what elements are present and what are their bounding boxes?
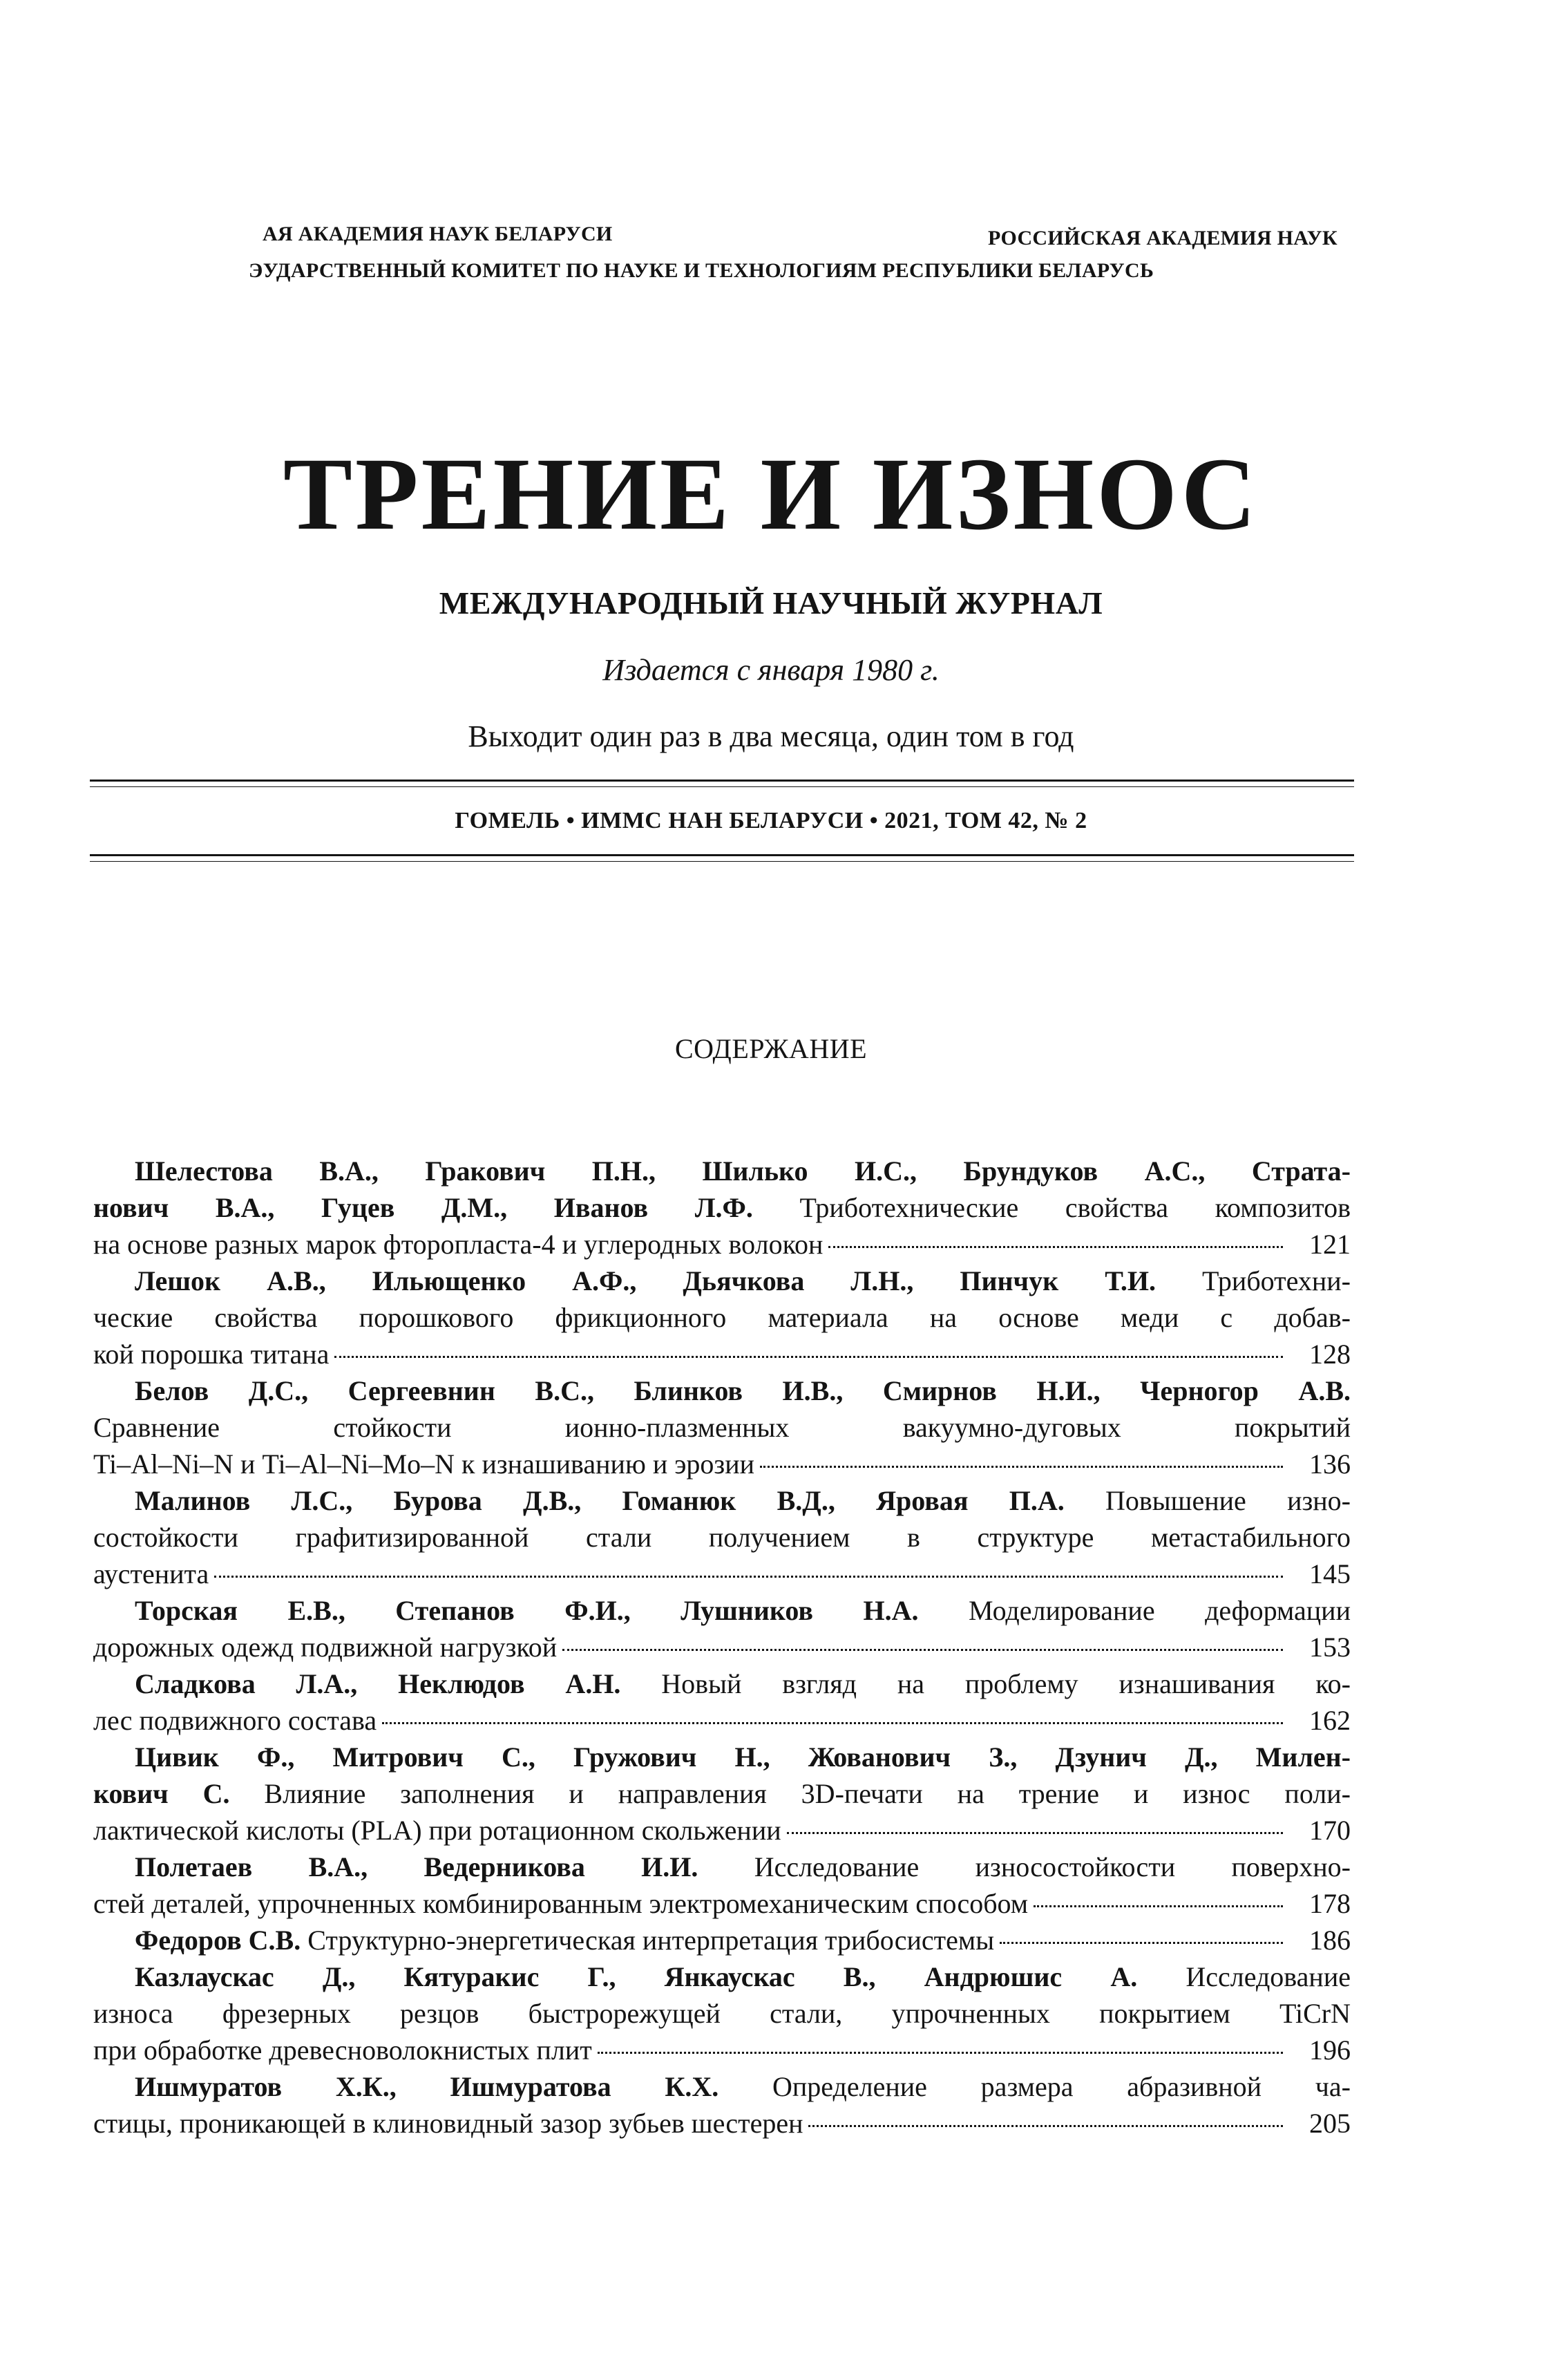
table-of-contents: [93, 1153, 1351, 2142]
entry-title: Триботехни-: [1155, 1265, 1351, 1296]
entry-title: Структурно-энергетическая интерпретация трибосистемы: [301, 1925, 995, 1956]
divider-rule: [90, 786, 1354, 787]
dot-leader: [760, 1466, 1283, 1468]
divider-rule: [90, 854, 1354, 856]
entry-title: лес подвижного состава: [93, 1705, 377, 1736]
entry-page-number: 136: [1309, 1448, 1351, 1480]
entry-title: стей деталей, упрочненных комбинированным электромеханическим способом: [93, 1888, 1029, 1919]
entry-page-number: 128: [1309, 1339, 1351, 1370]
dot-leader: [787, 1832, 1283, 1834]
contents-heading: СОДЕРЖАНИЕ: [674, 1033, 868, 1064]
toc-entry[interactable]: [93, 2068, 1351, 2142]
entry-title: Повышение изно-: [1064, 1485, 1351, 1516]
entry-title: Ti–Al–Ni–N и Ti–Al–Ni–Mo–N к изнашиванию и эрозии: [93, 1448, 755, 1480]
dot-leader: [598, 2052, 1283, 2054]
entry-authors: Сладкова Л.А., Неклюдов А.Н.: [135, 1668, 621, 1699]
entry-authors: нович В.А., Гуцев Д.М., Иванов Л.Ф.: [93, 1192, 753, 1223]
entry-title: Новый взгляд на проблему изнашивания ко-: [620, 1668, 1351, 1699]
entry-page-number: 153: [1309, 1632, 1351, 1663]
entry-authors: Федоров С.В.: [135, 1925, 301, 1956]
entry-authors: Лешок А.В., Ильющенко А.Ф., Дьячкова Л.Н., Пинчук Т.И.: [135, 1265, 1156, 1296]
toc-entry[interactable]: [93, 1482, 1351, 1592]
toc-entry[interactable]: [93, 1958, 1351, 2068]
entry-page-number: 121: [1309, 1229, 1351, 1260]
entry-authors: Ишмуратов Х.К., Ишмуратова К.Х.: [135, 2071, 719, 2102]
entry-authors: кович С.: [93, 1778, 230, 1809]
dot-leader: [1000, 1942, 1283, 1944]
entry-page-number: 162: [1309, 1705, 1351, 1736]
divider-rule: [90, 861, 1354, 862]
entry-title: дорожных одежд подвижной нагрузкой: [93, 1632, 558, 1663]
entry-title: при обработке древесноволокнистых плит: [93, 2034, 592, 2066]
entry-title: Сравнение стойкости ионно-плазменных вакуумно-дуговых покрытий: [93, 1412, 1351, 1443]
entry-authors: Казлаускас Д., Кятуракис Г., Янкаускас В., Андрюшис А.: [135, 1961, 1138, 1992]
entry-title: аустенита: [93, 1558, 209, 1589]
entry-authors: Полетаев В.А., Ведерникова И.И.: [135, 1851, 698, 1882]
entry-title: Моделирование деформации: [918, 1595, 1351, 1626]
dot-leader: [808, 2125, 1283, 2127]
entry-authors: Цивик Ф., Митрович С., Гружович Н., Жованович З., Дзунич Д., Милен-: [135, 1741, 1351, 1773]
org-left-header: АЯ АКАДЕМИЯ НАУК БЕЛАРУСИ: [263, 223, 613, 245]
publication-frequency: Выходит один раз в два месяца, один том в год: [468, 719, 1074, 753]
entry-title: Определение размера абразивной ча-: [718, 2071, 1351, 2102]
org-right-header: РОССИЙСКАЯ АКАДЕМИЯ НАУК: [988, 227, 1338, 249]
published-since: Издается с января 1980 г.: [602, 653, 940, 687]
entry-title: износа фрезерных резцов быстрорежущей стали, упрочненных покрытием TiCrN: [93, 1998, 1351, 2029]
journal-title: ТРЕНИЕ И ИЗНОС: [283, 437, 1259, 551]
dot-leader: [1034, 1905, 1283, 1907]
entry-authors: Малинов Л.С., Бурова Д.В., Гоманюк В.Д., Яровая П.А.: [135, 1485, 1065, 1516]
dot-leader: [828, 1246, 1283, 1248]
journal-subtitle: МЕЖДУНАРОДНЫЙ НАУЧНЫЙ ЖУРНАЛ: [439, 585, 1103, 621]
entry-page-number: 145: [1309, 1558, 1351, 1589]
entry-title: Влияние заполнения и направления 3D-печати на трение и износ поли-: [229, 1778, 1351, 1809]
entry-title: Триботехнические свойства композитов: [752, 1192, 1351, 1223]
toc-entry[interactable]: [93, 1665, 1351, 1739]
entry-title: стицы, проникающей в клиновидный зазор зубьев шестерен: [93, 2108, 803, 2139]
toc-entry[interactable]: [93, 1263, 1351, 1372]
entry-title: кой порошка титана: [93, 1339, 330, 1370]
toc-entry[interactable]: [93, 1849, 1351, 1922]
entry-authors: Белов Д.С., Сергеевнин В.С., Блинков И.В., Смирнов Н.И., Черногор А.В.: [135, 1375, 1351, 1406]
toc-entry[interactable]: [93, 1739, 1351, 1849]
divider-rule: [90, 780, 1354, 782]
entry-title: ческие свойства порошкового фрикционного материала на основе меди с добав-: [93, 1302, 1351, 1333]
entry-title: Исследование: [1137, 1961, 1351, 1992]
entry-title: на основе разных марок фторопласта-4 и углеродных волокон: [93, 1229, 824, 1260]
dot-leader: [562, 1649, 1283, 1651]
dot-leader: [382, 1722, 1283, 1724]
entry-title: лактической кислоты (PLA) при ротационном скольжении: [93, 1815, 781, 1846]
entry-page-number: 205: [1309, 2108, 1351, 2139]
toc-entry[interactable]: [93, 1153, 1351, 1263]
entry-authors: Торская Е.В., Степанов Ф.И., Лушников Н.А.: [135, 1595, 919, 1626]
dot-leader: [214, 1576, 1283, 1578]
dot-leader: [334, 1356, 1283, 1358]
entry-title: состойкости графитизированной стали получением в структуре метастабильного: [93, 1522, 1351, 1553]
org-bottom-header: ЭУДАРСТВЕННЫЙ КОМИТЕТ ПО НАУКЕ И ТЕХНОЛОГИЯМ РЕСПУБЛИКИ БЕЛАРУСЬ: [249, 259, 1154, 282]
toc-entry[interactable]: [93, 1592, 1351, 1665]
imprint-line: ГОМЕЛЬ • ИММС НАН БЕЛАРУСИ • 2021, ТОМ 42, № 2: [455, 808, 1087, 833]
toc-entry[interactable]: [93, 1372, 1351, 1482]
toc-entry[interactable]: [93, 1922, 1351, 1958]
entry-page-number: 178: [1309, 1888, 1351, 1919]
entry-title: Исследование износостойкости поверхно-: [698, 1851, 1351, 1882]
entry-page-number: 170: [1309, 1815, 1351, 1846]
entry-page-number: 196: [1309, 2034, 1351, 2066]
entry-authors: Шелестова В.А., Гракович П.Н., Шилько И.С., Брундуков А.С., Страта-: [135, 1155, 1351, 1187]
entry-page-number: 186: [1309, 1925, 1351, 1956]
